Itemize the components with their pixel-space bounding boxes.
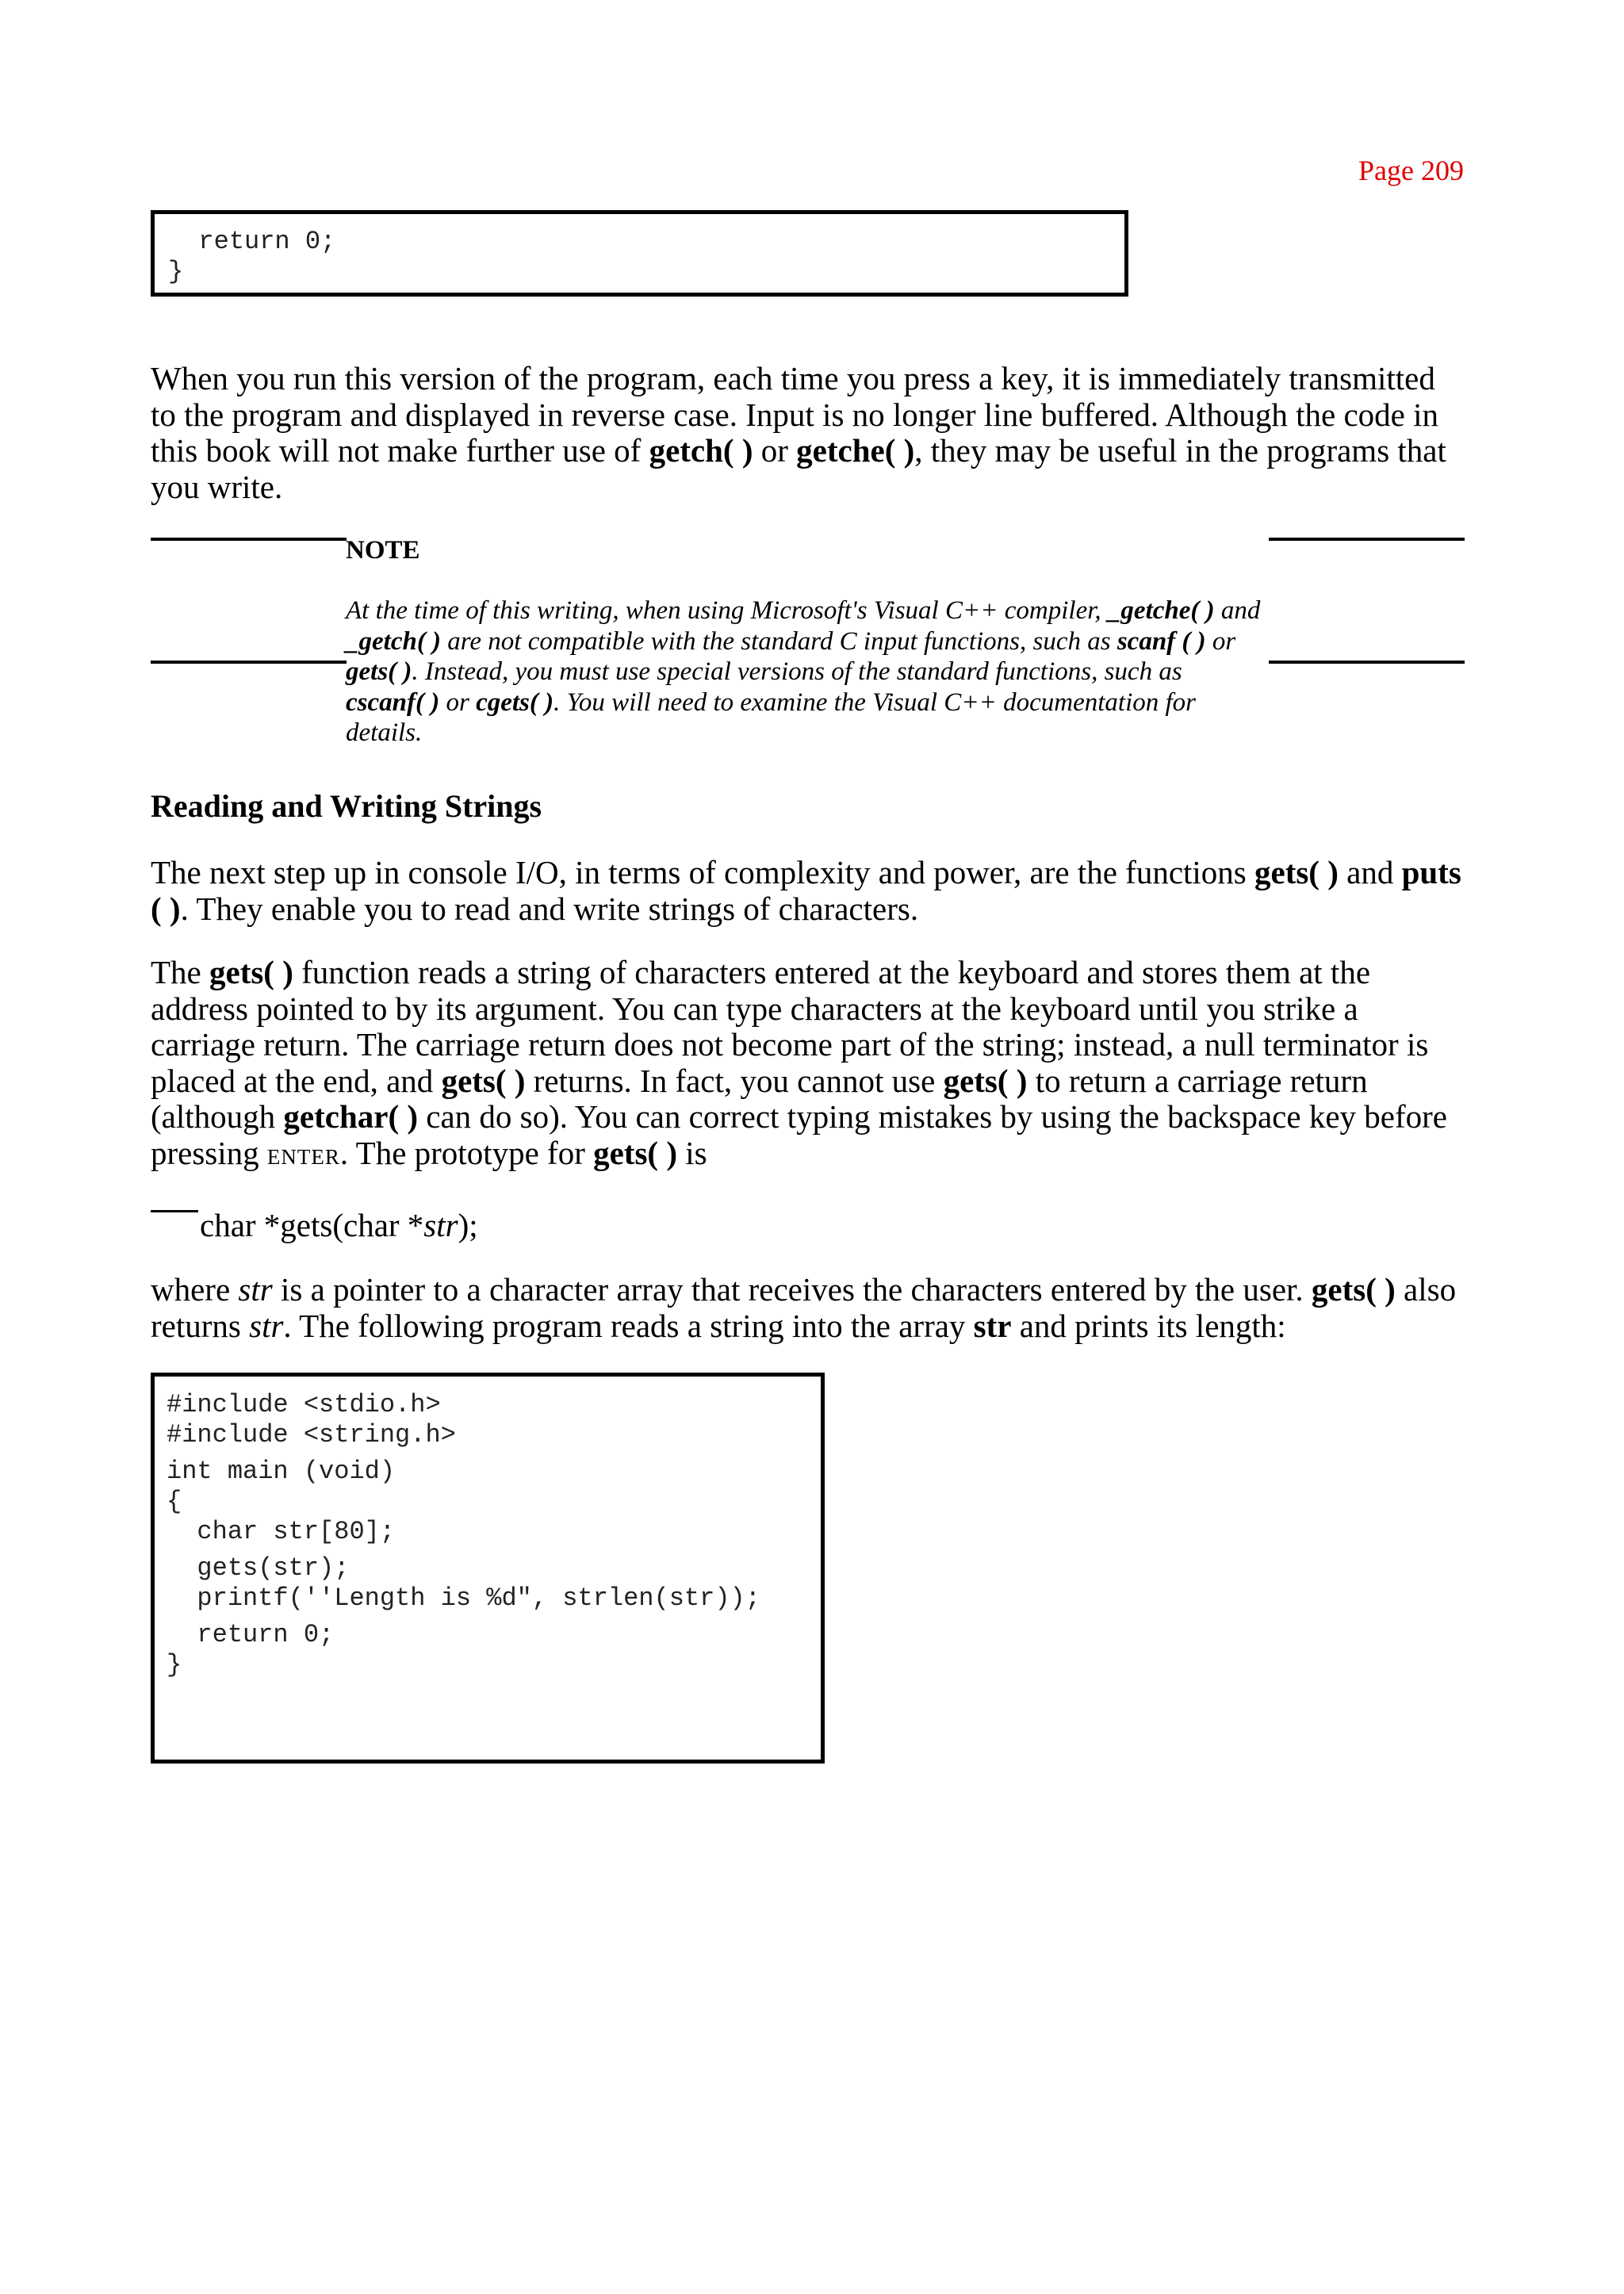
code-line: #include <string.h> (167, 1420, 456, 1450)
note-rule-top-right (1269, 538, 1465, 541)
paragraph-gets-return: where str is a pointer to a character array that receives the characters entered by the user. gets( ) also returns str. The following program reads a string into the array str and prints its length: (151, 1271, 1457, 1344)
code-line: } (168, 257, 184, 286)
code-line: gets(str); (167, 1553, 350, 1583)
code-line: int main (void) (167, 1457, 396, 1486)
code-line: char str[80]; (167, 1517, 396, 1546)
code-line: #include <stdio.h> (167, 1390, 441, 1419)
section-heading: Reading and Writing Strings (151, 788, 542, 824)
note-rule-top-left (151, 538, 347, 541)
prototype-rule (151, 1210, 198, 1212)
paragraph-console-io: The next step up in console I/O, in terms of complexity and power, are the functions gets( ) and puts ( ). They enable you to read and write strings of characters. (151, 854, 1461, 927)
code-line: return 0; (167, 1620, 335, 1649)
note-rule-mid-right (1269, 661, 1465, 664)
code-line: { (167, 1487, 182, 1516)
code-line: } (167, 1650, 182, 1679)
paragraph-gets-description: The gets( ) function reads a string of characters entered at the keyboard and stores them at the address pointed to by its argument. You can type characters at the keyboard until you strike a carriage return. The carriage return does not become part of the string; instead, a null terminator is placed at the end, and gets( ) returns. In fact, you cannot use gets( ) to return a carriage return (although getchar( ) can do so). You can correct typing mistakes by using the backspace key before pressing ENTER. The prototype for gets( ) is (151, 954, 1447, 1171)
paragraph-getch: When you run this version of the program, each time you press a key, it is immediately transmitted to the program and displayed in reverse case. Input is no longer line buffered. Although the code in this book will not make further use of getch( ) or getche( ), they may be useful in the programs that you write. (151, 360, 1446, 505)
code-fragment-box (151, 210, 1128, 297)
page-number: Page 209 (1358, 155, 1464, 186)
code-listing-box (151, 1373, 825, 1764)
note-body: At the time of this writing, when using Microsoft's Visual C++ compiler, _getche( ) and _getch( ) are not compatible with the standard C input functions, such as scanf ( ) or gets( ). Instead, you must use special versions of the standard functions, such as cscanf( ) or cgets( ). You will need to examine the Visual C++ documentation for details. (346, 596, 1261, 747)
code-line: printf(''Length is %d", strlen(str)); (167, 1584, 760, 1613)
gets-prototype: char *gets(char *str); (200, 1207, 478, 1243)
code-line: return 0; (168, 227, 336, 256)
note-rule-mid-left (151, 661, 347, 664)
note-title: NOTE (346, 536, 420, 565)
